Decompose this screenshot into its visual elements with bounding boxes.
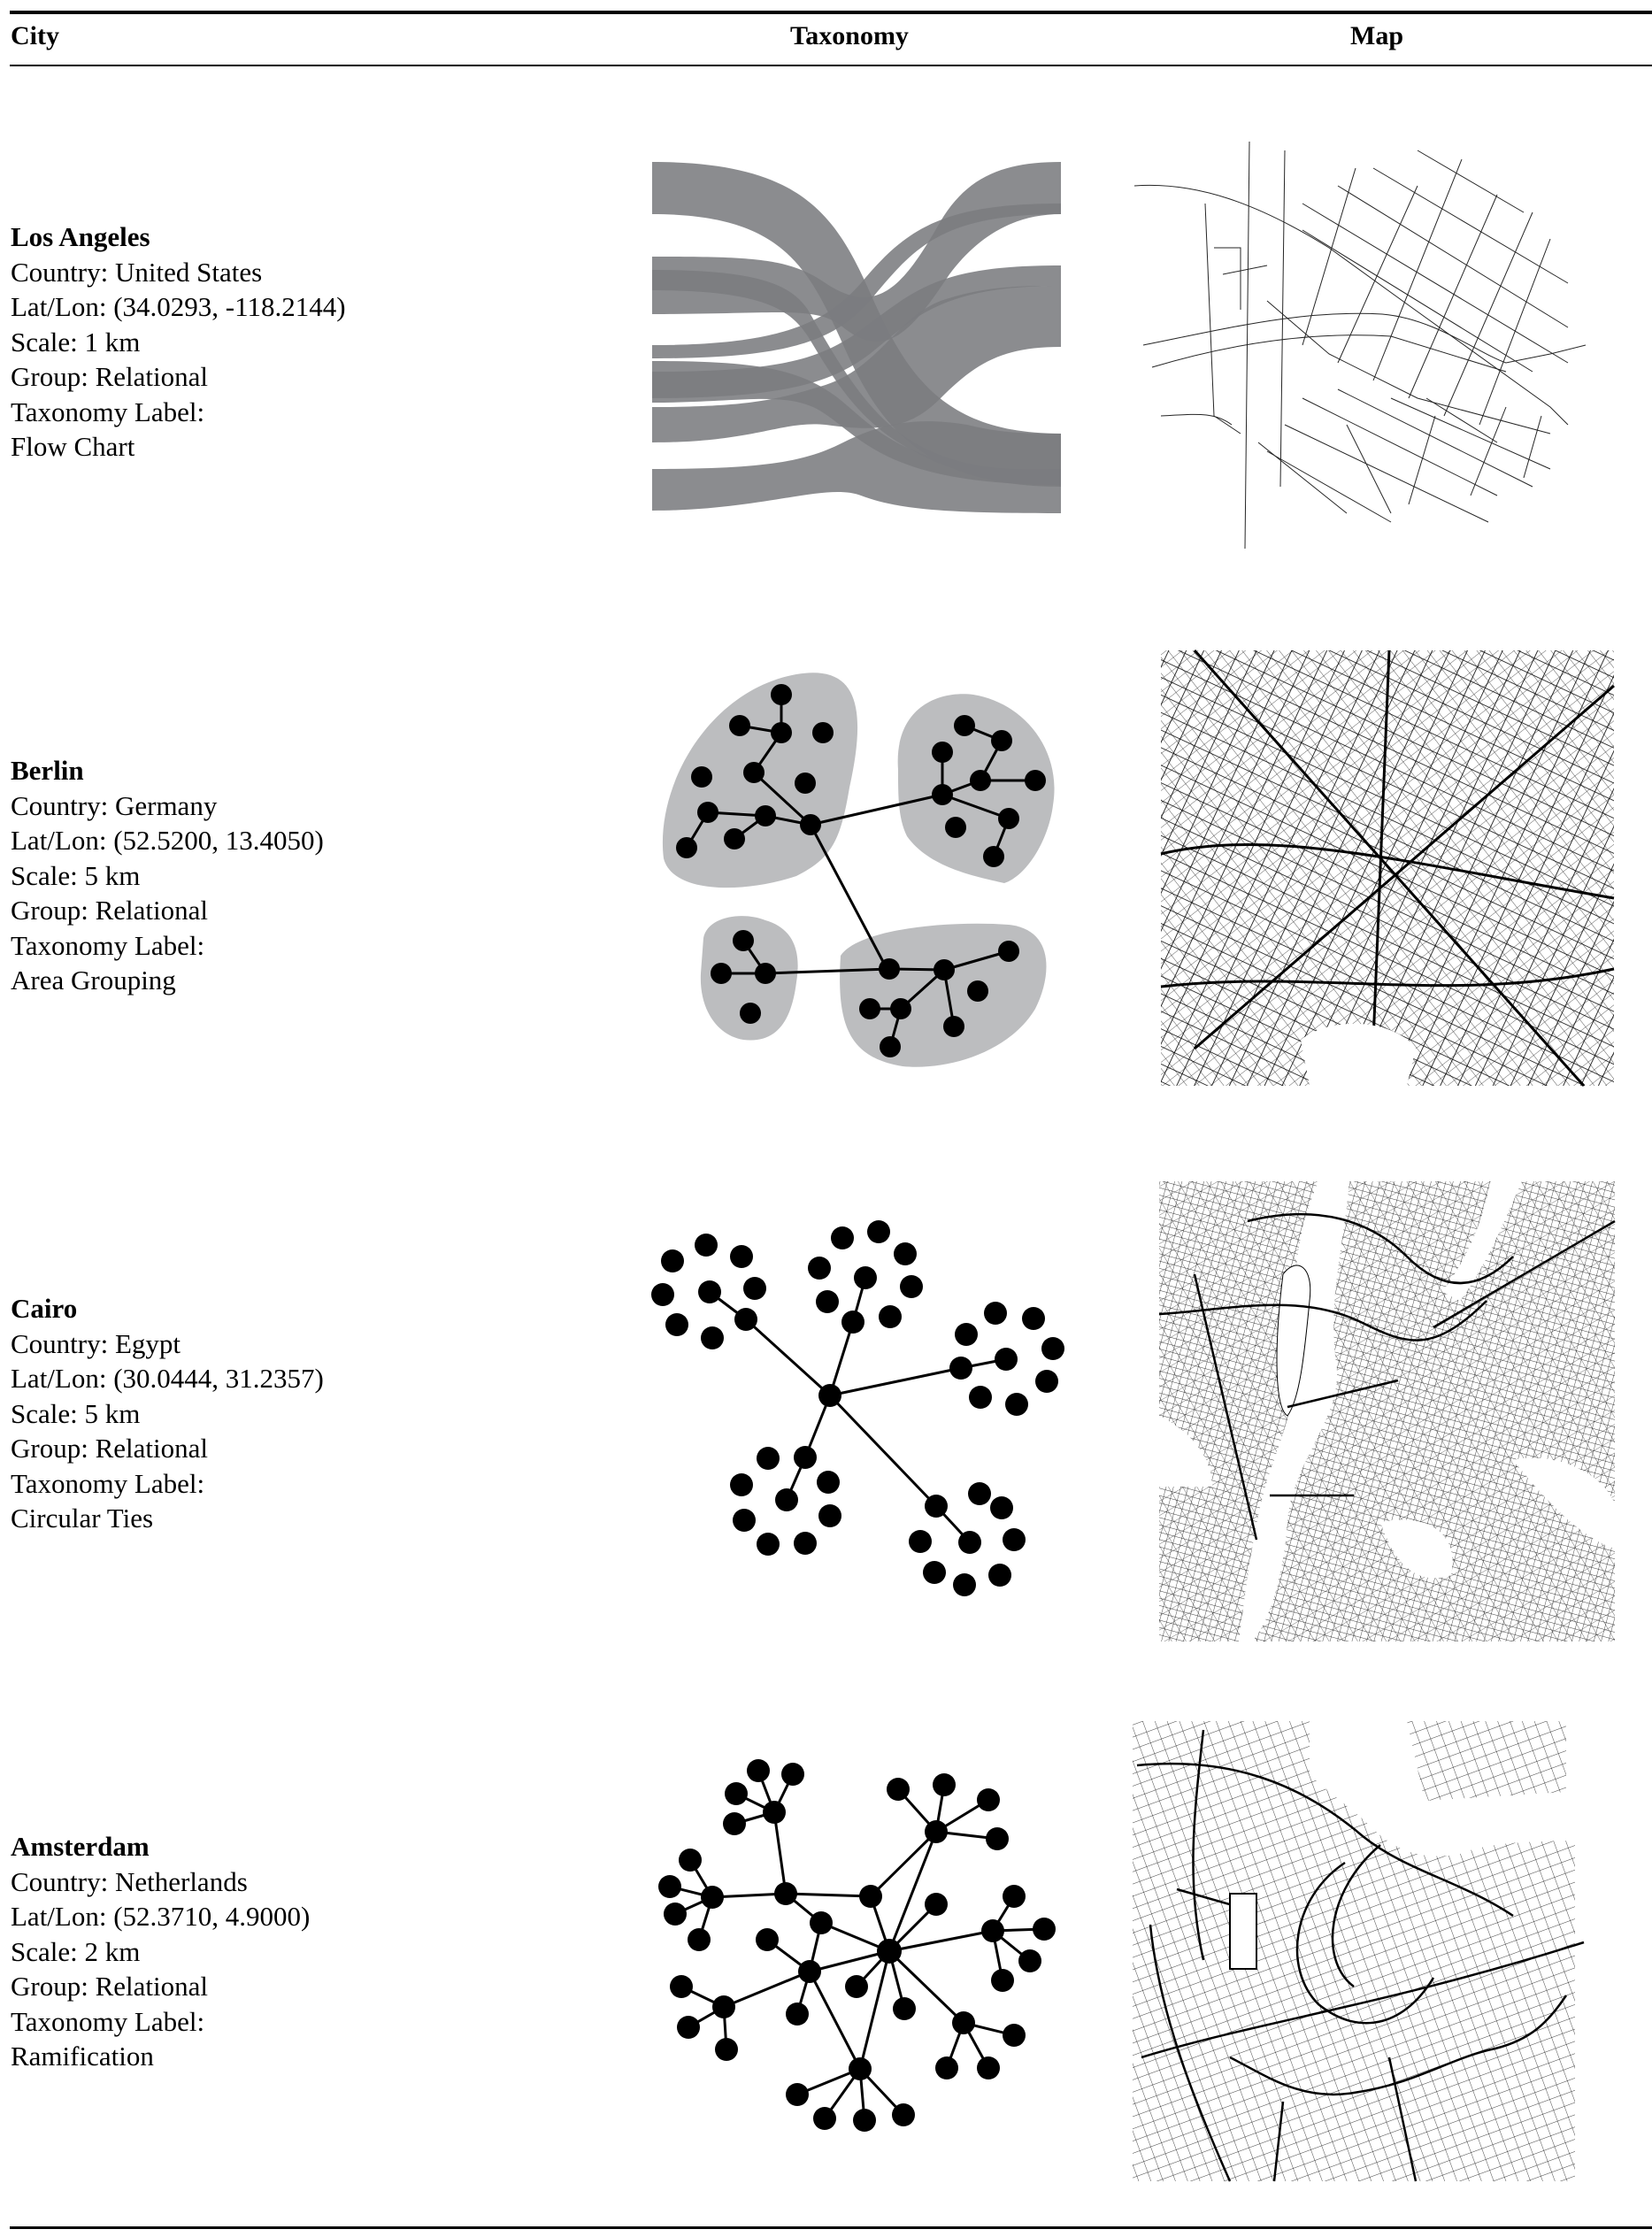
map-amsterdam [1124,1703,1628,2199]
group: Group: Relational [11,361,208,392]
taxonomy-figure-flow-chart [649,159,1064,513]
city-name: Amsterdam [11,1831,150,1862]
taxonomy-figure-circular-ties [637,1203,1080,1610]
map-berlin [1141,633,1637,1102]
table-bottom-rule [10,2226,1652,2229]
taxonomy-figure-ramification [637,1752,1080,2159]
taxonomy-label-title: Taxonomy Label: [11,2005,205,2037]
lat-lon: Lat/Lon: (30.0444, 31.2357) [11,1363,324,1394]
country: Country: United States [11,256,263,288]
table-header-rule [10,65,1652,66]
city-info [11,1291,324,1536]
lat-lon: Lat/Lon: (52.5200, 13.4050) [11,825,324,856]
taxonomy-label: Flow Chart [11,431,135,462]
scale: Scale: 5 km [11,1397,141,1429]
city-name: Berlin [11,755,84,786]
city-info [11,1829,310,2074]
taxonomy-label-title: Taxonomy Label: [11,1467,205,1499]
city-name: Los Angeles [11,221,150,252]
lat-lon: Lat/Lon: (52.3710, 4.9000) [11,1901,311,1932]
taxonomy-figure-area-grouping [637,655,1080,1097]
table-top-rule [10,11,1652,14]
map-cairo [1141,1168,1637,1664]
column-header-map: Map [1350,21,1403,50]
group: Group: Relational [11,1433,208,1464]
country: Country: Netherlands [11,1865,248,1897]
column-header-city: City [11,21,59,50]
lat-lon: Lat/Lon: (34.0293, -118.2144) [11,291,346,322]
scale: Scale: 5 km [11,859,141,891]
taxonomy-label: Circular Ties [11,1503,154,1534]
scale: Scale: 2 km [11,1935,141,1967]
column-header-taxonomy: Taxonomy [790,21,909,50]
taxonomy-label: Area Grouping [11,965,176,996]
group: Group: Relational [11,1971,208,2002]
map-los-angeles [1126,133,1603,549]
taxonomy-label: Ramification [11,2041,154,2072]
taxonomy-label-title: Taxonomy Label: [11,929,205,961]
country: Country: Germany [11,789,218,821]
country: Country: Egypt [11,1327,181,1359]
scale: Scale: 1 km [11,326,141,357]
taxonomy-label-title: Taxonomy Label: [11,396,205,427]
city-name: Cairo [11,1293,78,1324]
group: Group: Relational [11,895,208,926]
city-info [11,753,324,998]
city-info [11,219,346,465]
